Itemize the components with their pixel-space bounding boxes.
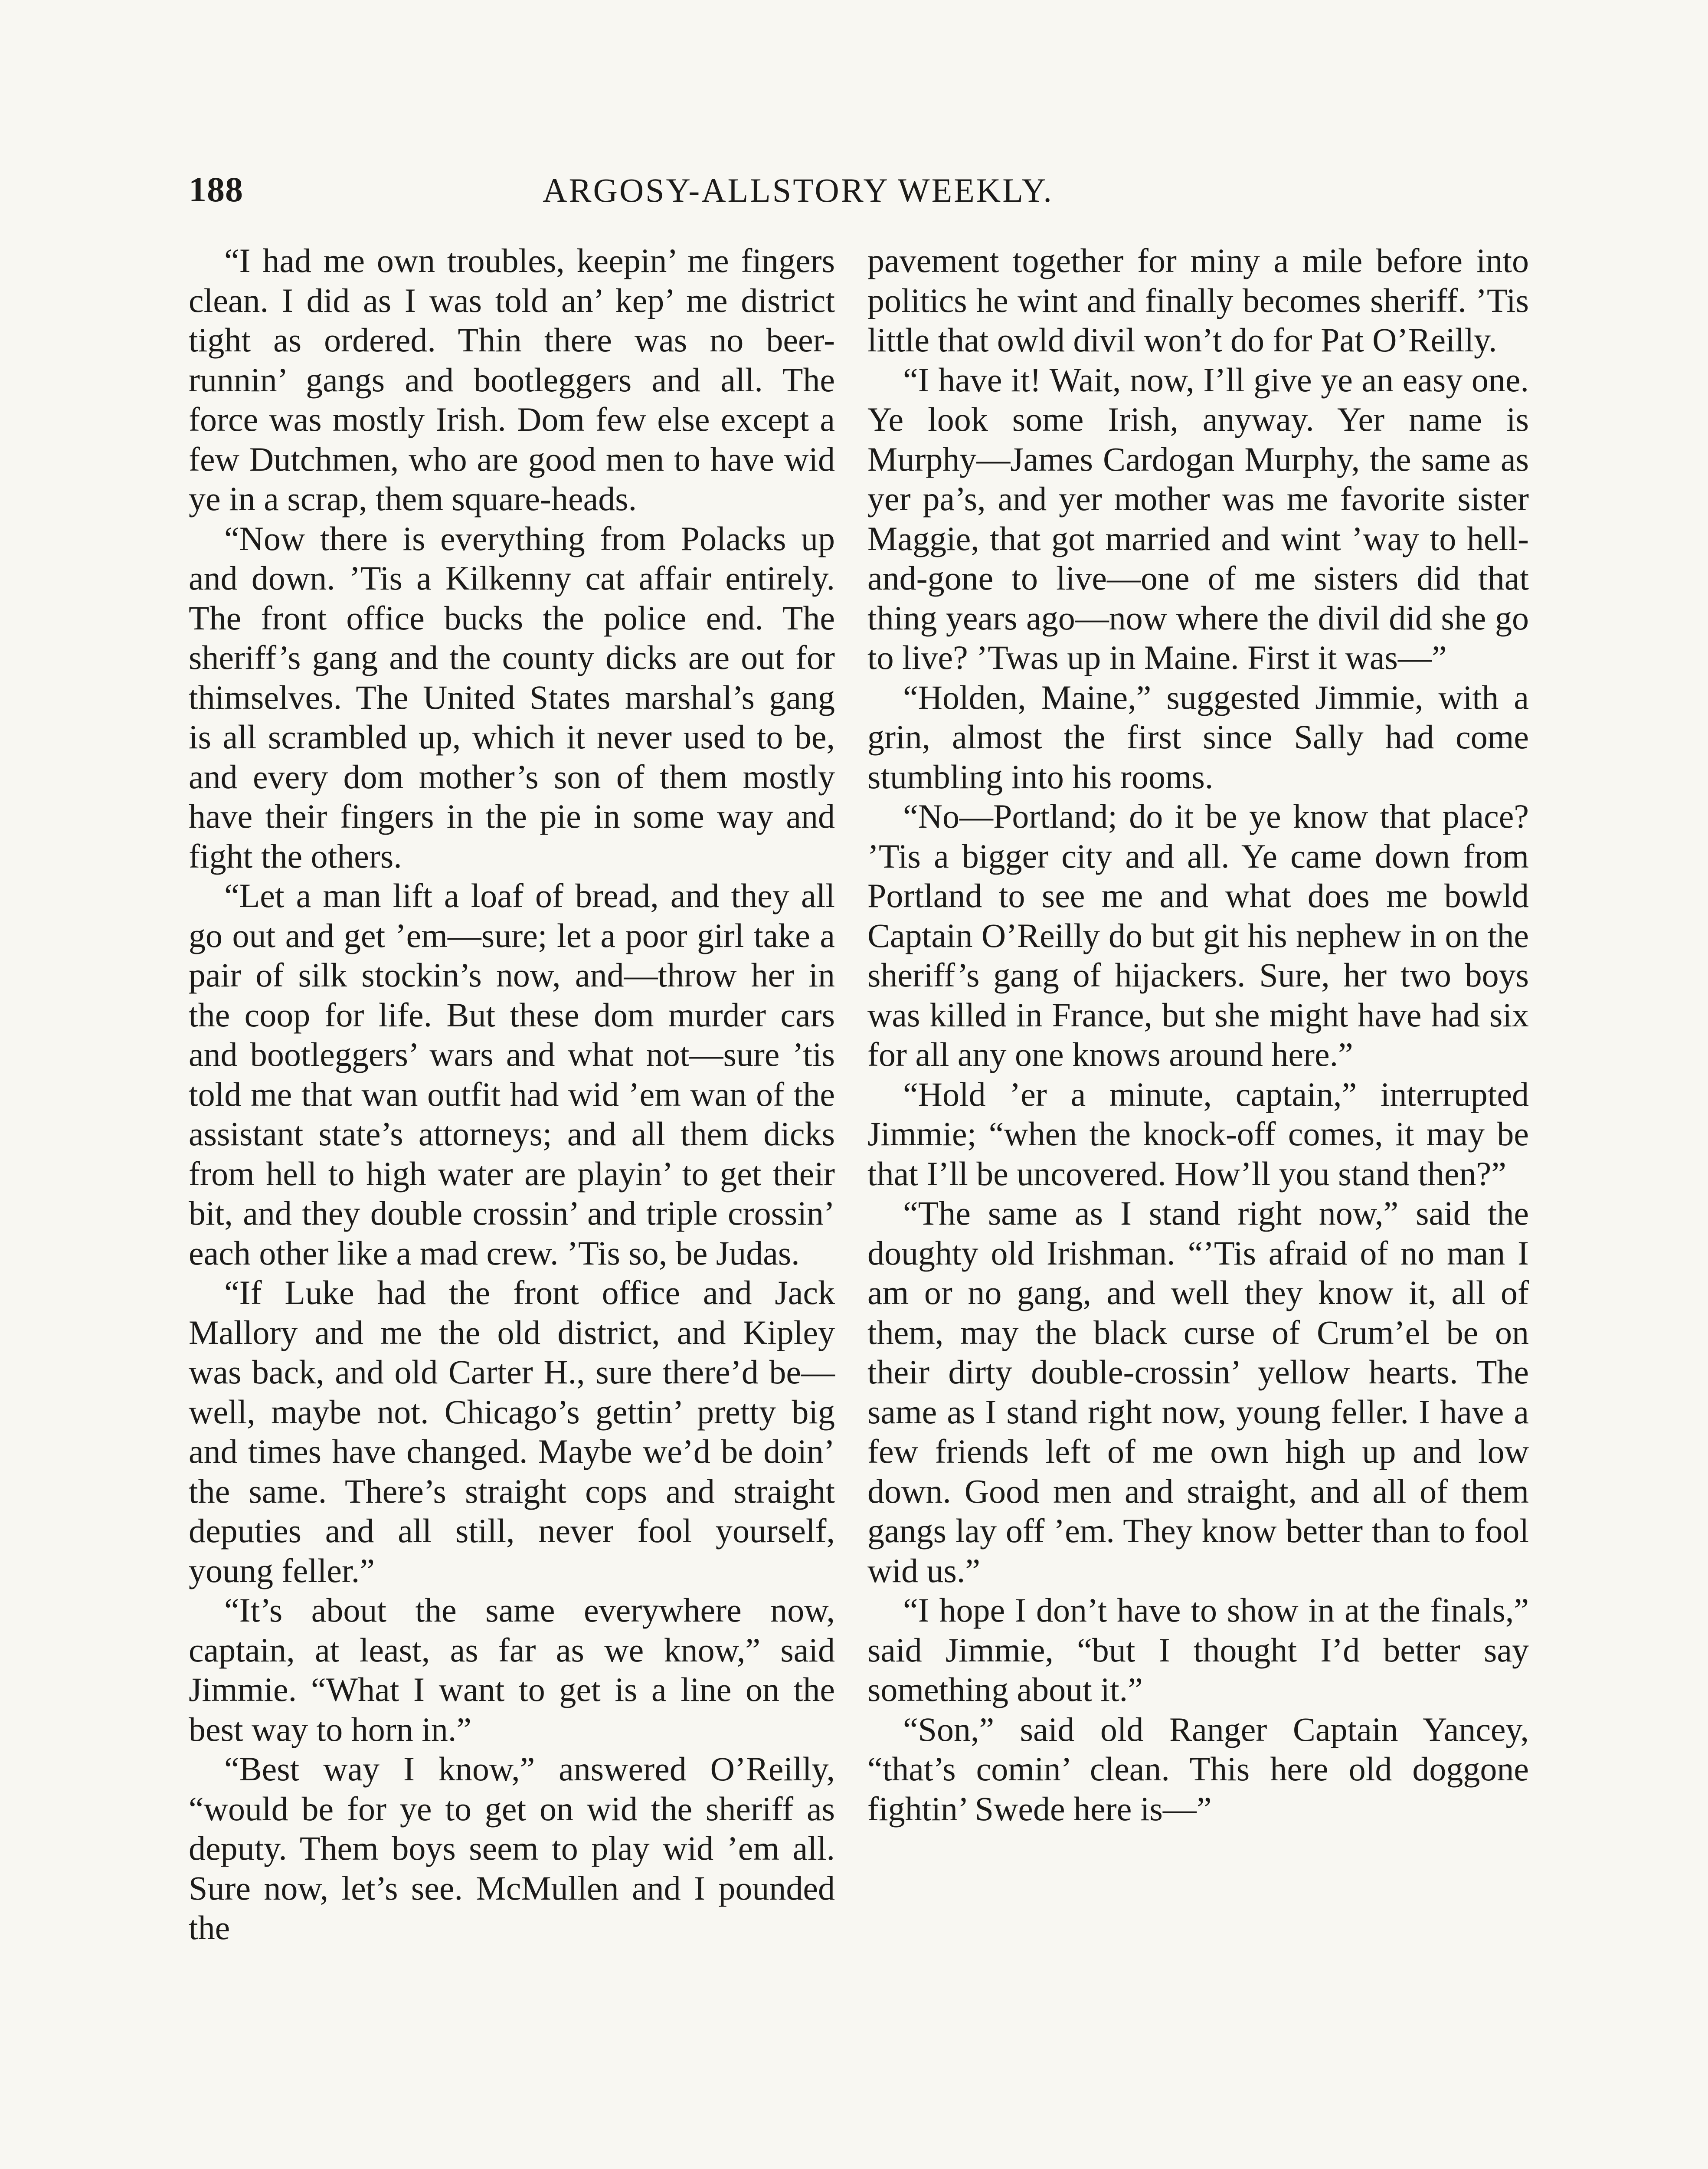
paragraph: “The same as I stand right now,” said the doughty old Irishman. “’Tis afraid of no man I am or no gang, and well they know it, all of them, may the black curse of Crum’el be on their dirty double-crossin’ yellow hearts. The same as I stand right now, young feller. I have a few friends left of me own high up and low down. Good men and straight, and all of them gangs lay off ’em. They know better than to fool wid us.” xyxy=(867,1194,1529,1589)
left-column xyxy=(189,241,835,1948)
paragraph: “Hold ’er a minute, captain,” interrupted Jimmie; “when the knock-off comes, it may be that I’ll be uncovered. How’ll you stand then?” xyxy=(867,1075,1529,1193)
paragraph: “Son,” said old Ranger Captain Yancey, “that’s comin’ clean. This here old doggone fightin’ Swede here is—” xyxy=(867,1710,1529,1828)
paragraph: “Holden, Maine,” suggested Jimmie, with a grin, almost the first since Sally had come stumbling into his rooms. xyxy=(867,678,1529,796)
paragraph: “Now there is everything from Polacks up and down. ’Tis a Kilkenny cat affair entirely. The front office bucks the police end. The sheriff’s gang and the county dicks are out for thimselves. The United States marshal’s gang is all scrambled up, which it never used to be, and every dom mother’s son of them mostly have their fingers in the pie in some way and fight the others. xyxy=(189,519,835,875)
paragraph: “I hope I don’t have to show in at the finals,” said Jimmie, “but I thought I’d better say something about it.” xyxy=(867,1591,1529,1708)
paragraph-continued: pavement together for miny a mile before into politics he wint and finally becomes sheriff. ’Tis little that owld divil won’t do for Pat O’Reilly. xyxy=(867,242,1529,359)
paragraph: “Best way I know,” answered O’Reilly, “would be for ye to get on wid the sheriff as deputy. Them boys seem to play wid ’em all. Sure now, let’s see. McMullen and I pounded the xyxy=(189,1750,835,1946)
right-column xyxy=(867,241,1529,1828)
paragraph: “If Luke had the front office and Jack Mallory and me the old district, and Kipley was back, and old Carter H., sure there’d be—well, maybe not. Chicago’s gettin’ pretty big and times have changed. Maybe we’d be doin’ the same. There’s straight cops and straight deputies and all still, never fool yourself, young feller.” xyxy=(189,1274,835,1589)
running-title: ARGOSY-ALLSTORY WEEKLY. xyxy=(543,171,1054,209)
paragraph: “Let a man lift a loaf of bread, and they all go out and get ’em—sure; let a poor girl take a pair of silk stockin’s now, and—throw her in the coop for life. But these dom murder cars and bootleggers’ wars and what not—sure ’tis told me that wan outfit had wid ’em wan of the assistant state’s attorneys; and all them dicks from hell to high water are playin’ to get their bit, and they double crossin’ and triple crossin’ each other like a mad crew. ’Tis so, be Judas. xyxy=(189,877,835,1272)
paragraph: “I have it! Wait, now, I’ll give ye an easy one. Ye look some Irish, anyway. Yer name is Murphy—James Cardogan Murphy, the same as yer pa’s, and yer mother was me favorite sister Maggie, that got married and wint ’way to hell-and-gone to live—one of me sisters did that thing years ago—now where the divil did she go to live? ’Twas up in Maine. First it was—” xyxy=(867,360,1529,676)
page-number: 188 xyxy=(189,170,243,209)
paragraph: “It’s about the same everywhere now, captain, at least, as far as we know,” said Jimmie. “What I want to get is a line on the best way to horn in.” xyxy=(189,1591,835,1748)
page-header xyxy=(189,169,1407,230)
paragraph: “No—Portland; do it be ye know that place? ’Tis a bigger city and all. Ye came down from Portland to see me and what does me bowld Captain O’Reilly do but git his nephew in on the sheriff’s gang of hijackers. Sure, her two boys was killed in France, but she might have had six for all any one knows around here.” xyxy=(867,797,1529,1073)
paragraph: “I had me own troubles, keepin’ me fingers clean. I did as I was told an’ kep’ me district tight as ordered. Thin there was no beer-runnin’ gangs and bootleggers and all. The force was mostly Irish. Dom few else except a few Dutchmen, who are good men to have wid ye in a scrap, them square-heads. xyxy=(189,242,835,518)
